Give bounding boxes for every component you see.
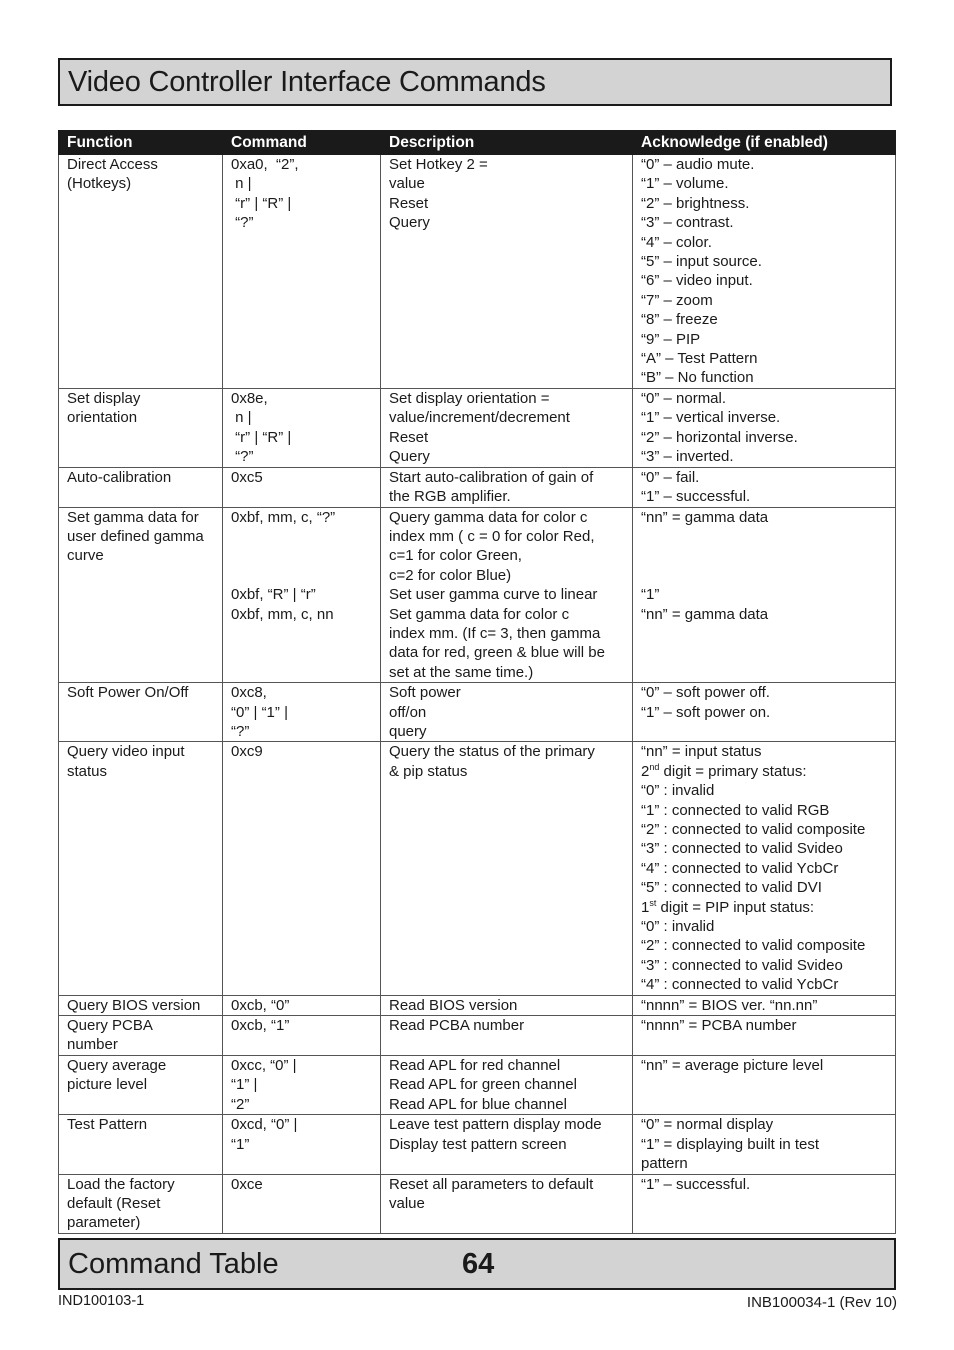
cell-acknowledge-text: “nn” = gamma data “1” “nn” = gamma data: [641, 508, 769, 623]
cell-acknowledge: [633, 1174, 896, 1233]
cell-acknowledge: [633, 467, 896, 507]
cell-description-text: Set Hotkey 2 = value Reset Query: [389, 156, 488, 232]
cell-description: [381, 683, 633, 742]
cell-description-text: Read APL for red channel Read APL for green channel Read APL for blue channel: [389, 1057, 577, 1113]
cell-function-text: Query PCBA number: [67, 1017, 153, 1054]
cell-command: [223, 1056, 381, 1115]
ack-line: [641, 781, 891, 800]
cell-command: [223, 507, 381, 683]
cell-command-text: 0xce: [231, 1175, 263, 1193]
cell-acknowledge: [633, 155, 896, 389]
page-number: 64: [462, 1248, 495, 1280]
cell-command-text: 0x8e, n | “r” | “R” | “?”: [231, 389, 292, 466]
cell-function: [59, 1016, 223, 1056]
cell-description-text: Set display orientation = value/increment/decrement Reset Query: [389, 389, 570, 466]
cell-command: [223, 467, 381, 507]
cell-description-text: Query the status of the primary & pip status: [389, 743, 595, 780]
cell-acknowledge: [633, 1016, 896, 1056]
cell-acknowledge-text: “0” = normal display “1” = displaying built in test pattern: [641, 1116, 820, 1173]
ordinal-suffix: nd: [649, 761, 660, 772]
cell-command-text: 0xcb, “0”: [231, 996, 290, 1014]
ack-line: [641, 898, 891, 917]
cell-description: [381, 467, 633, 507]
cell-function: [59, 995, 223, 1015]
cell-function: [59, 155, 223, 389]
cell-command: [223, 742, 381, 995]
cell-function: [59, 467, 223, 507]
ack-line-text: “4” : connected to valid YcbCr: [641, 859, 839, 877]
cell-description: [381, 1115, 633, 1174]
cell-function-text: Set gamma data for user defined gamma curve: [67, 508, 204, 565]
ack-line-text: “5” : connected to valid DVI: [641, 879, 822, 897]
ack-line-text: “1” : connected to valid RGB: [641, 801, 830, 819]
cell-acknowledge: [633, 683, 896, 742]
cell-function: [59, 683, 223, 742]
column-header-description: Description: [381, 131, 633, 155]
ordinal-suffix: st: [649, 897, 657, 908]
table-row: [59, 1016, 896, 1056]
table-row: [59, 155, 896, 389]
ack-line-text: “3” : connected to valid Svideo: [641, 840, 843, 858]
cell-command: [223, 155, 381, 389]
cell-command-text: 0xc8, “0” | “1” | “?”: [231, 684, 288, 740]
ack-line: [641, 742, 891, 761]
cell-description: [381, 1016, 633, 1056]
cell-acknowledge: [633, 995, 896, 1015]
ack-line-text: “2” : connected to valid composite: [641, 937, 866, 955]
ack-line: [641, 878, 891, 897]
table-row: [59, 742, 896, 995]
cell-function-text: Query average picture level: [67, 1057, 167, 1094]
document-id-right: INB100034-1 (Rev 10): [746, 1294, 897, 1311]
table-body: [59, 155, 896, 1234]
cell-function: [59, 1174, 223, 1233]
cell-acknowledge-text: “nn” = average picture level: [641, 1057, 824, 1075]
cell-description-text: Reset all parameters to default value: [389, 1175, 594, 1212]
ack-line-text: “3” : connected to valid Svideo: [641, 956, 843, 974]
cell-description-text: Read PCBA number: [389, 1017, 525, 1035]
cell-function: [59, 388, 223, 467]
cell-command: [223, 683, 381, 742]
ack-line: [641, 936, 891, 955]
cell-function: [59, 507, 223, 683]
ack-line-text: digit = primary status:: [659, 762, 807, 780]
cell-function-text: Set display orientation: [67, 389, 141, 427]
cell-acknowledge-text: “nnnn” = PCBA number: [641, 1017, 797, 1035]
cell-description: [381, 995, 633, 1015]
cell-function-text: Load the factory default (Reset parameter): [67, 1175, 175, 1232]
ordinal-number: 1: [641, 898, 650, 916]
cell-description-text: Soft power off/on query: [389, 684, 461, 740]
table-row: [59, 995, 896, 1015]
page-title: Video Controller Interface Commands: [68, 65, 546, 98]
cell-command-text: 0xcd, “0” | “1”: [231, 1116, 298, 1153]
cell-acknowledge: [633, 742, 896, 995]
page-header-bar: [58, 58, 892, 106]
ordinal-number: 2: [641, 762, 650, 780]
table-row: [59, 1174, 896, 1233]
ack-line-text: “0” : invalid: [641, 918, 715, 936]
cell-function-text: Soft Power On/Off: [67, 684, 189, 702]
cell-acknowledge: [633, 507, 896, 683]
ack-line: [641, 820, 891, 839]
cell-command-text: 0xc5: [231, 468, 263, 486]
table-row: [59, 683, 896, 742]
cell-description: [381, 1174, 633, 1233]
cell-description-text: Leave test pattern display mode Display test pattern screen: [389, 1116, 602, 1153]
ack-line: [641, 975, 891, 994]
ack-line-text: “nn” = input status: [641, 743, 762, 761]
cell-acknowledge-text: “0” – audio mute. “1” – volume. “2” – brightness. “3” – contrast. “4” – color. “5” – input source. “6” – video input. “7” – zoom “8” – freeze “9” – PIP “A” – Test Pattern “B” – No function: [641, 156, 762, 387]
cell-description-text: Read BIOS version: [389, 996, 518, 1014]
cell-acknowledge-text: “1” – successful.: [641, 1175, 751, 1193]
column-header-acknowledge: Acknowledge (if enabled): [633, 131, 896, 155]
cell-command: [223, 1016, 381, 1056]
cell-function-text: Test Pattern: [67, 1116, 148, 1134]
cell-command-text: 0xbf, mm, c, “?” 0xbf, “R” | “r” 0xbf, mm, c, nn: [231, 508, 336, 623]
cell-command: [223, 388, 381, 467]
cell-command: [223, 1174, 381, 1233]
page-footer-bar: [58, 1238, 896, 1290]
cell-function: [59, 1056, 223, 1115]
cell-description: [381, 742, 633, 995]
cell-command-text: 0xcb, “1”: [231, 1017, 290, 1035]
cell-command-text: 0xc9: [231, 743, 263, 761]
ack-line-text: “2” : connected to valid composite: [641, 821, 866, 838]
ack-line: [641, 801, 891, 820]
table-row: [59, 388, 896, 467]
cell-acknowledge-text: “nnnn” = BIOS ver. “nn.nn”: [641, 996, 818, 1014]
cell-function-text: Direct Access (Hotkeys): [67, 156, 158, 193]
ack-line-text: “4” : connected to valid YcbCr: [641, 976, 839, 994]
cell-acknowledge: [633, 1115, 896, 1174]
cell-function-text: Query video input status: [67, 743, 185, 780]
ack-line: [641, 917, 891, 936]
table-row: [59, 1056, 896, 1115]
cell-acknowledge-text: “0” – fail. “1” – successful.: [641, 468, 751, 505]
cell-description-text: Query gamma data for color c index mm ( c = 0 for color Red, c=1 for color Green, c=2 for color Blue) Set user gamma curve to linear Set gamma data for color c index mm. (If c= 3, then gamma data for red, green & blue will be set at the same time.): [389, 508, 605, 681]
cell-acknowledge: [633, 1056, 896, 1115]
ack-line: [641, 839, 891, 858]
cell-description: [381, 155, 633, 389]
column-header-function: Function: [59, 131, 223, 155]
cell-acknowledge: [633, 388, 896, 467]
cell-acknowledge-text: “0” – soft power off. “1” – soft power on.: [641, 684, 771, 721]
cell-description-text: Start auto-calibration of gain of the RGB amplifier.: [389, 468, 594, 505]
cell-function-text: Query BIOS version: [67, 996, 201, 1014]
section-title: Command Table: [68, 1248, 279, 1280]
ack-line: [641, 859, 891, 878]
document-id-left: IND100103-1: [58, 1293, 145, 1309]
table-header-row: [59, 131, 896, 155]
ack-line-text: “0” : invalid: [641, 782, 715, 800]
column-header-command: Command: [223, 131, 381, 155]
cell-description: [381, 1056, 633, 1115]
command-table: [58, 130, 896, 1234]
table-row: [59, 507, 896, 683]
ack-line: [641, 956, 891, 975]
cell-command: [223, 1115, 381, 1174]
cell-acknowledge-text: “0” – normal. “1” – vertical inverse. “2” – horizontal inverse. “3” – inverted.: [641, 389, 798, 466]
ack-line: [641, 762, 891, 781]
cell-command-text: 0xa0, “2”, n | “r” | “R” | “?”: [231, 156, 299, 232]
cell-command: [223, 995, 381, 1015]
ack-line-text: digit = PIP input status:: [656, 898, 815, 916]
cell-function-text: Auto-calibration: [67, 468, 172, 486]
table-row: [59, 1115, 896, 1174]
cell-function: [59, 1115, 223, 1174]
cell-description: [381, 388, 633, 467]
cell-description: [381, 507, 633, 683]
cell-function: [59, 742, 223, 995]
cell-command-text: 0xcc, “0” | “1” | “2”: [231, 1057, 297, 1113]
table-row: [59, 467, 896, 507]
